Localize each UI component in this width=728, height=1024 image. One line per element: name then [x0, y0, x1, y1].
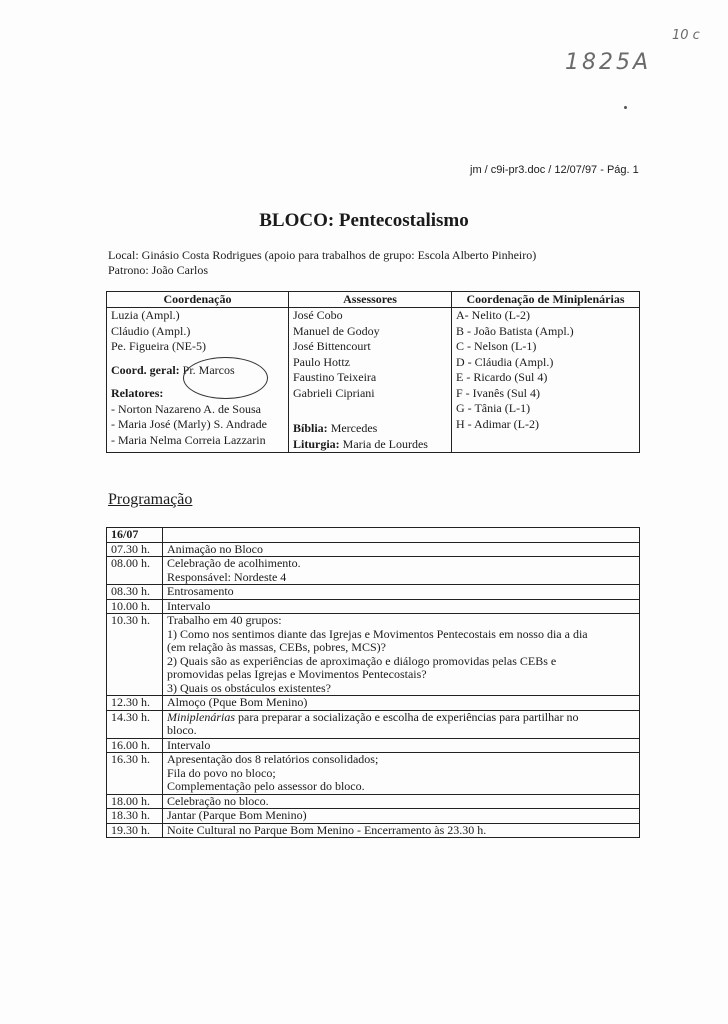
schedule-description-line: Fila do povo no bloco;	[167, 765, 276, 780]
header-coordenacao: Coordenação	[107, 292, 289, 308]
schedule-time: 12.30 h.	[107, 696, 163, 711]
schedule-date-blank	[163, 528, 640, 543]
schedule-description-line: Responsável: Nordeste 4	[167, 569, 287, 584]
liturgia-line	[293, 437, 447, 453]
schedule-description	[163, 809, 640, 824]
schedule-description	[163, 599, 640, 614]
schedule-date: 16/07	[107, 528, 163, 543]
coordenacao-member: Luzia (Ampl.)	[111, 308, 180, 322]
assessor-item: José Bittencourt	[293, 339, 371, 353]
relator-item: - Norton Nazareno A. de Sousa	[111, 401, 261, 416]
schedule-table	[106, 527, 640, 838]
schedule-time: 10.30 h.	[107, 614, 163, 696]
schedule-row	[107, 542, 640, 557]
schedule-description-line	[167, 711, 635, 725]
schedule-description-line: 3) Quais os obstáculos existentes?	[167, 680, 331, 695]
schedule-description	[163, 614, 640, 696]
schedule-row	[107, 585, 640, 600]
miniplenaria-item: A- Nelito (L-2)	[456, 308, 530, 322]
schedule-description	[163, 794, 640, 809]
assessor-item: Paulo Hottz	[293, 354, 350, 369]
schedule-description	[163, 823, 640, 838]
local-line: Local: Ginásio Costa Rodrigues (apoio para trabalhos de grupo: Escola Alberto Pinheiro)	[108, 248, 537, 262]
biblia-line	[293, 421, 447, 437]
handwritten-archive-number: 1825A	[565, 50, 652, 75]
schedule-description-line: Animação no Bloco	[167, 541, 263, 556]
schedule-time: 19.30 h.	[107, 823, 163, 838]
schedule-description	[163, 696, 640, 711]
schedule-description-line: Jantar (Parque Bom Menino)	[167, 808, 307, 822]
miniplenaria-item: B - João Batista (Ampl.)	[456, 323, 574, 338]
assessor-item: José Cobo	[293, 308, 343, 322]
schedule-row	[107, 599, 640, 614]
schedule-italic-word: Miniplenárias	[167, 709, 235, 724]
schedule-description-line: Entrosamento	[167, 584, 234, 598]
schedule-description-line: Trabalho em 40 grupos:	[167, 613, 282, 627]
schedule-time: 16.00 h.	[107, 738, 163, 753]
schedule-row	[107, 710, 640, 738]
schedule-description-line: Intervalo	[167, 598, 211, 613]
schedule-time: 18.00 h.	[107, 794, 163, 809]
coord-geral-label: Coord. geral:	[111, 362, 180, 377]
schedule-row	[107, 614, 640, 696]
schedule-row	[107, 557, 640, 585]
schedule-description	[163, 710, 640, 738]
biblia-label: Bíblia:	[293, 421, 328, 435]
schedule-description-line: Noite Cultural no Parque Bom Menino - Encerramento às 23.30 h.	[167, 822, 487, 837]
relator-item: - Maria José (Marly) S. Andrade	[111, 417, 267, 431]
schedule-description	[163, 753, 640, 795]
programacao-heading: Programação	[108, 491, 193, 508]
schedule-description-line: (em relação às massas, CEBs, pobres, MCS)?	[167, 640, 386, 654]
liturgia-name: Maria de Lourdes	[342, 436, 428, 451]
schedule-row	[107, 809, 640, 824]
relatores-label: Relatores:	[111, 386, 164, 400]
hand-drawn-circle	[183, 357, 268, 399]
coord-geral-name: Pr. Marcos	[182, 362, 235, 377]
schedule-description	[163, 585, 640, 600]
schedule-time: 08.00 h.	[107, 557, 163, 585]
schedule-row	[107, 794, 640, 809]
assessor-item: Manuel de Godoy	[293, 323, 380, 338]
schedule-time: 07.30 h.	[107, 542, 163, 557]
patrono-line: Patrono: João Carlos	[108, 263, 208, 277]
schedule-time: 08.30 h.	[107, 585, 163, 600]
liturgia-label: Liturgia:	[293, 436, 340, 451]
schedule-description-line: promovidas pelas Igrejas e Movimentos Pentecostais?	[167, 667, 427, 681]
miniplenarias-cell	[452, 308, 640, 453]
miniplenaria-item: E - Ricardo (Sul 4)	[456, 370, 548, 384]
coordenacao-member: Cláudio (Ampl.)	[111, 323, 191, 338]
schedule-time: 10.00 h.	[107, 599, 163, 614]
schedule-description-line: Apresentação dos 8 relatórios consolidados;	[167, 752, 379, 766]
coordenacao-member: Pe. Figueira (NE-5)	[111, 339, 206, 353]
page-title: BLOCO: Pentecostalismo	[259, 210, 469, 231]
schedule-row	[107, 823, 640, 838]
schedule-description-line: 2) Quais são as experiências de aproximação e diálogo promovidas pelas CEBs e	[167, 653, 557, 668]
schedule-row	[107, 738, 640, 753]
schedule-row	[107, 753, 640, 795]
assessor-item: Faustino Teixeira	[293, 370, 377, 384]
miniplenaria-item: G - Tânia (L-1)	[456, 401, 531, 415]
assessor-item: Gabrieli Cipriani	[293, 385, 375, 400]
schedule-description-line: bloco.	[167, 723, 197, 737]
schedule-time: 16.30 h.	[107, 753, 163, 795]
document-reference: jm / c9i-pr3.doc / 12/07/97 - Pág. 1	[470, 164, 639, 176]
miniplenaria-item: H - Adimar (L-2)	[456, 416, 539, 431]
schedule-description-text: para preparar a socialização e escolha de experiências para partilhar no	[235, 709, 579, 724]
handwritten-corner-mark: 10 c	[672, 28, 700, 43]
miniplenaria-item: D - Cláudia (Ampl.)	[456, 354, 554, 369]
schedule-description-line: Celebração de acolhimento.	[167, 556, 301, 570]
schedule-description-line: Almoço (Pque Bom Menino)	[167, 695, 308, 709]
schedule-row	[107, 696, 640, 711]
relator-item: - Maria Nelma Correia Lazzarin	[111, 432, 266, 447]
miniplenaria-item: F - Ivanês (Sul 4)	[456, 385, 540, 400]
assessores-cell	[289, 308, 452, 453]
schedule-date-row	[107, 528, 640, 543]
stray-ink-dot	[624, 106, 627, 109]
header-assessores: Assessores	[289, 292, 452, 308]
schedule-description-line: Intervalo	[167, 737, 211, 752]
schedule-description-line: Complementação pelo assessor do bloco.	[167, 779, 365, 793]
schedule-time: 18.30 h.	[107, 809, 163, 824]
miniplenaria-item: C - Nelson (L-1)	[456, 339, 537, 353]
schedule-description	[163, 738, 640, 753]
schedule-description	[163, 557, 640, 585]
schedule-description-line: Celebração no bloco.	[167, 793, 269, 808]
biblia-name: Mercedes	[330, 421, 378, 435]
schedule-time: 14.30 h.	[107, 710, 163, 738]
schedule-description-line: 1) Como nos sentimos diante das Igrejas e Movimentos Pentecostais em nosso dia a dia	[167, 626, 588, 641]
header-miniplenarias: Coordenação de Miniplenárias	[452, 292, 640, 308]
schedule-description	[163, 542, 640, 557]
